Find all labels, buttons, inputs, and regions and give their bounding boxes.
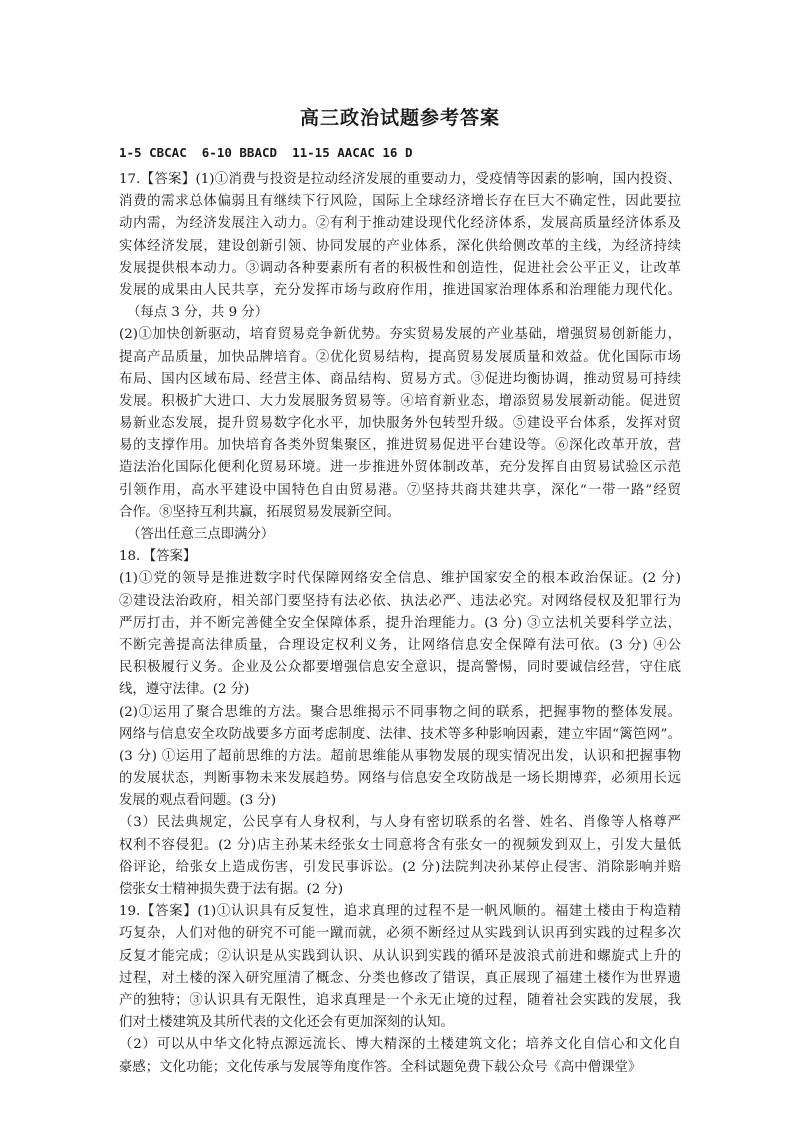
answer-line: 合作。⑧坚持互利共赢，拓展贸易发展新空间。 bbox=[119, 504, 401, 520]
answer-line: 易的支撑作用。加快培育各类外贸集聚区，推进贸易促进平台建设等。⑥深化改革开放，营 bbox=[119, 438, 681, 454]
answer-line: 偿张女士精神损失费于法有据。(2 分) bbox=[119, 882, 344, 897]
answer-line: 不断完善提高法律质量，合理设定权利义务，让网络信息安全保障有法可依。(3 分) ④公 bbox=[119, 637, 681, 653]
answer-line: 发展。积极扩大进口、大力发展服务贸易等。④培育新业态，增添贸易发展新动能。促进贸 bbox=[119, 393, 681, 409]
answer-line: 发展的观点看问题。(3 分) bbox=[119, 793, 277, 809]
answer-line: 引领作用，高水平建设中国特色自由贸易港。⑦坚持共商共建共享，深化“一带一路”经贸 bbox=[119, 482, 681, 498]
choice-answers: 1-5 CBCAC 6-10 BBACD 11-15 AACAC 16 D bbox=[119, 145, 413, 160]
answer-line: (2)①运用了聚合思维的方法。聚合思维揭示不同事物之间的联系，把握事物的整体发展。 bbox=[119, 704, 681, 720]
answer-line: 的发展状态，判断事物未来发展趋势。网络与信息安全攻防战是一场长期博弈，必须用长远 bbox=[119, 771, 681, 787]
answer-line: 们对土楼建筑及其所代表的文化还会有更加深刻的认知。 bbox=[119, 1015, 454, 1031]
answer-line: 产的独特；③认识具有无限性，追求真理是一个永无止境的过程，随着社会实践的发展，我 bbox=[119, 992, 681, 1008]
answer-line: 过程，对土楼的深入研究厘清了概念、分类也修改了错误，真正展现了福建土楼作为世界遗 bbox=[119, 970, 681, 986]
answer-line: (2)①加快创新驱动，培育贸易竞争新优势。夯实贸易发展的产业基础，增强贸易创新能力， bbox=[119, 327, 681, 343]
answer-line: 造法治化国际化便利化贸易环境。进一步推进外贸体制改革，充分发挥自由贸易试验区示范 bbox=[119, 460, 681, 476]
answer-line: 发展提供根本动力。③调动各种要素所有者的积极性和创造性，促进社会公平正义，让改革 bbox=[119, 260, 681, 276]
answer-line: 19.【答案】(1)①认识具有反复性，追求真理的过程不是一帆风顺的。福建土楼由于构造精 bbox=[119, 904, 681, 920]
answer-line: 实体经济发展，建设创新引领、协同发展的产业体系，深化供给侧改革的主线，为经济持续 bbox=[119, 238, 681, 254]
answer-line: 反复才能完成；②认识是从实践到认识、从认识到实践的循环是波浪式前进和螺旋式上升的 bbox=[119, 948, 681, 964]
answer-line: 消费的需求总体偏弱且有继续下行风险，国际上全球经济增长存在巨大不确定性，因此要拉 bbox=[119, 194, 681, 210]
answer-body bbox=[119, 169, 681, 1079]
answer-line: 动内需，为经济发展注入动力。②有利于推动建设现代化经济体系，发展高质量经济体系及 bbox=[119, 216, 681, 232]
answer-line: 17.【答案】(1)①消费与投资是拉动经济发展的重要动力，受疫情等因素的影响，国内投资、 bbox=[119, 172, 681, 187]
answer-line: （每点 3 分，共 9 分） bbox=[127, 305, 269, 321]
answer-line: 严厉打击，并不断完善健全安全保障体系，提升治理能力。(3 分) ③立法机关要科学立法， bbox=[119, 615, 681, 631]
answer-line: 豪感；文化功能；文化传承与发展等角度作答。全科试题免费下载公众号《高中僧课堂》 bbox=[119, 1059, 642, 1075]
answer-line: 网络与信息安全攻防战要多方面考虑制度、法律、技术等多种影响因素，建立牢固“篱笆网”。 bbox=[119, 726, 681, 742]
answer-line: 巧复杂，人们对他的研究不可能一蹴而就，必须不断经过从实践到认识再到实践的过程多次 bbox=[119, 926, 681, 942]
page-title: 高三政治试题参考答案 bbox=[299, 107, 500, 129]
answer-line: （2）可以从中华文化特点源远流长、博大精深的土楼建筑文化；培养文化自信心和文化自 bbox=[119, 1037, 681, 1053]
answer-line: 权利不容侵犯。(2 分)店主孙某未经张女士同意将含有张女一的视频发到双上，引发大量低 bbox=[119, 837, 681, 853]
answer-line: 俗评论，给张女上造成伤害，引发民事诉讼。(2 分)法院判决孙某停止侵害、消除影响并赔 bbox=[119, 859, 681, 875]
answer-line: 18．【答案】 bbox=[119, 549, 197, 565]
answer-line: 易新业态发展，提升贸易数字化水平，加快服务外包转型升级。⑤建设平台体系，发挥对贸 bbox=[119, 416, 681, 432]
answer-line: (1)①党的领导是推进数字时代保障网络安全信息、维护国家安全的根本政治保证。(2 分) bbox=[119, 571, 681, 587]
answer-line: （答出任意三点即满分） bbox=[127, 527, 275, 542]
answer-line: 线，遵守法律。(2 分) bbox=[119, 682, 250, 698]
answer-line: 布局、国内区域布局、经营主体、商品结构、贸易方式。③促进均衡协调，推动贸易可持续 bbox=[119, 371, 681, 387]
answer-line: (3 分) ①运用了超前思维的方法。超前思维能从事物发展的现实情况出发，认识和把握事物 bbox=[119, 748, 681, 764]
answer-line: 提高产品质量，加快品牌培育。②优化贸易结构，提高贸易发展质量和效益。优化国际市场 bbox=[119, 349, 681, 365]
answer-line: 民积极履行义务。企业及公众都要增强信息安全意识，提高警惕，同时要诚信经营，守住底 bbox=[119, 660, 681, 676]
answer-line: 发展的成果由人民共享，充分发挥市场与政府作用，推进国家治理体系和治理能力现代化。 bbox=[119, 282, 681, 298]
answer-line: ②建设法治政府，相关部门要坚持有法必依、执法必严、违法必究。对网络侵权及犯罪行为 bbox=[119, 593, 681, 609]
answer-line: （3）民法典规定，公民享有人身权利，与人身有密切联系的名誉、姓名、肖像等人格尊严 bbox=[119, 815, 681, 831]
